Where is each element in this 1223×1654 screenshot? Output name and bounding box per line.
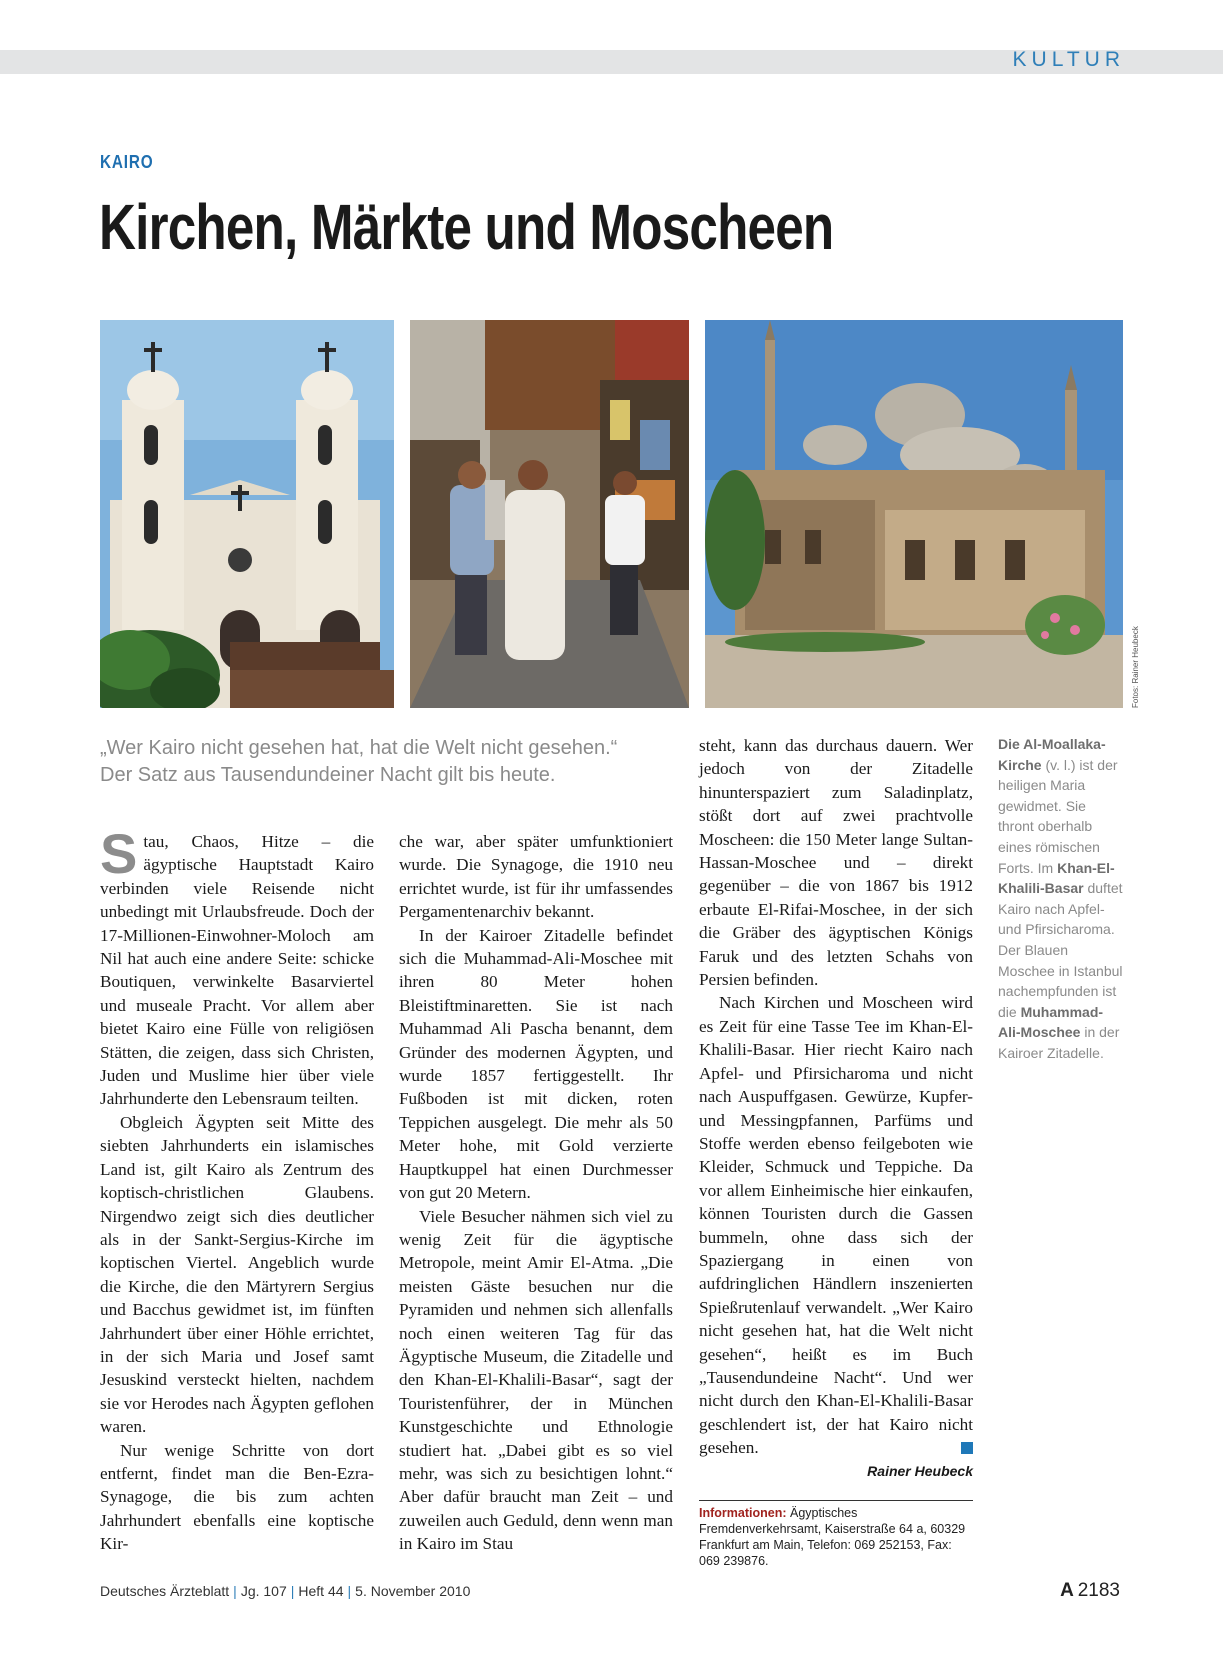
paragraph: che war, aber später umfunktioniert wurde. Die Synagoge, die 1910 neu errichtet wurde, ist für ihr umfassendes Pergamentenarchiv bekannt. — [399, 832, 673, 922]
caption-text: in der Kairoer Zitadelle. — [998, 1024, 1120, 1061]
end-mark-icon — [961, 1442, 973, 1454]
journal-name: Deutsches Ärzteblatt — [100, 1583, 230, 1599]
paragraph: tau, Chaos, Hitze – die ägyptische Hauptstadt Kairo verbinden viele Reisende nicht unbedingt mit Urlaubsfreude. Doch der 17-Millionen-Einwohner-Moloch am Nil hat auch eine andere Seite: schicke Boutiquen, verwinkelte Basarviertel und museale Pracht. Vor allem aber bietet Kairo eine Fülle von religiösen Stätten, die zeigen, dass sich Christen, Juden und Muslime hier über viele Jahrhunderte den Lebensraum teilten. — [100, 832, 374, 1109]
caption-text: (v. l.) ist der heiligen Maria gewidmet. Sie thront oberhalb eines römischen Forts. Im — [998, 756, 1118, 876]
page-number-value: 2183 — [1077, 1580, 1120, 1601]
church-photo — [100, 320, 394, 708]
issue: Heft 44 — [298, 1583, 344, 1599]
section-label: KULTUR — [1012, 48, 1125, 71]
info-text: Ägyptisches Fremdenverkehrsamt, Kaiserstraße 64 a, 60329 Frankfurt am Main, Telefon: 069 252153, Fax: 069 239876. — [699, 1506, 966, 1568]
mosque-photo — [705, 320, 1123, 708]
page-prefix: A — [1060, 1580, 1074, 1601]
intro-quote: „Wer Kairo nicht gesehen hat, hat die Welt nicht gesehen.“ — [100, 737, 618, 759]
caption-text: duftet Kairo nach Apfel- und Pfirsicharoma. Der Blauen Moschee in Istanbul nachempfunden ist die — [998, 880, 1123, 1020]
photo-caption — [998, 734, 1123, 1064]
caption-bold: Khan-El-Khalili-Basar — [998, 859, 1115, 897]
paragraph: Obgleich Ägypten seit Mitte des siebten Jahrhunderts ein islamisches Land ist, gilt Kairo als Zentrum des koptisch-christlichen Glaubens. Nirgendwo zeigt sich dies deutlicher als in der Sankt-Sergius-Kirche im koptischen Viertel. Angeblich wurde die Kirche, die den Märtyrern Sergius und Bacchus gewidmet ist, im fünften Jahrhundert über einer Höhle errichtet, in der sich Maria und Josef samt Jesuskind versteckt hielten, nachdem sie vor Herodes nach Ägypten geflohen waren. — [100, 1112, 374, 1437]
article-column-1 — [100, 822, 374, 1556]
volume: Jg. 107 — [240, 1583, 287, 1599]
article-column-3 — [699, 734, 973, 1483]
info-box — [699, 1500, 973, 1569]
intro-subline: Der Satz aus Tausendundeiner Nacht gilt bis heute. — [100, 764, 556, 786]
paragraph: steht, kann das durchaus dauern. Wer jedoch von der Zitadelle hinunterspaziert zum Saladinplatz, stößt dort auf zwei prachtvolle Moscheen: die 150 Meter lange Sultan-Hassan-Moschee und – direkt gegenüber – die von 1867 bis 1912 erbaute El-Rifai-Moschee, in der sich die Gräber des ägyptischen Königs Faruk und des letzten Schahs von Persien befinden. — [699, 736, 973, 990]
paragraph: In der Kairoer Zitadelle befindet sich die Muhammad-Ali-Moschee mit ihren 80 Meter hohen Bleistiftminaretten. Sie ist nach Muhammad Ali Pascha benannt, dem Gründer des modernen Ägypten, und wurde 1857 fertiggestellt. Ihr Fußboden ist mit dicken, roten Teppichen ausgelegt. Die mehr als 50 Meter hohe, mit Gold verzierte Hauptkuppel hat einen Durchmesser von gut 20 Metern. — [399, 925, 673, 1203]
article-column-2 — [399, 830, 673, 1556]
paragraph: Nur wenige Schritte von dort entfernt, findet man die Ben-Ezra-Synagoge, die bis zum achten Jahrhundert ebenfalls eine koptische Kir- — [100, 1440, 374, 1554]
article-intro — [100, 735, 700, 789]
info-label: Informationen: — [699, 1506, 787, 1520]
separator: | — [347, 1583, 352, 1599]
page-number — [1060, 1580, 1120, 1602]
photo-credit: Fotos: Rainer Heubeck — [1131, 626, 1140, 708]
issue-date: 5. November 2010 — [355, 1583, 471, 1599]
caption-bold: Muhammad-Ali-Moschee — [998, 1003, 1104, 1041]
page-footer — [100, 1583, 470, 1599]
market-photo — [410, 320, 689, 708]
article-kicker: KAIRO — [100, 152, 154, 172]
caption-bold: Die Al-Moallaka-Kirche — [998, 736, 1106, 773]
author-byline: Rainer Heubeck — [867, 1462, 973, 1479]
article-headline: Kirchen, Märkte und Moscheen — [99, 191, 834, 263]
separator: | — [290, 1583, 295, 1599]
paragraph: Viele Besucher nähmen sich viel zu wenig Zeit für die ägyptische Metropole, meint Amir El-Atma. „Die meisten Gäste besuchen nur die Pyramiden und nehmen sich allenfalls noch einen weiteren Tag für das Ägyptische Museum, die Zitadelle und den Khan-El-Khalili-Basar“, sagt der Touristenführer, der in München Kunstgeschichte und Ethnologie studiert hat. „Dabei gibt es so viel mehr, was sich zu besichtigen lohnt.“ Aber dafür braucht man Zeit – und zuweilen auch Geduld, denn wenn man in Kairo im Stau — [399, 1206, 673, 1554]
dropcap: S — [100, 822, 138, 885]
separator: | — [233, 1583, 237, 1599]
paragraph: Nach Kirchen und Moscheen wird es Zeit für eine Tasse Tee im Khan-El-Khalili-Basar. Hier riecht Kairo nach Apfel- und Pfirsicharoma und nicht nach Auspuffgasen. Gewürze, Kupfer- und Messingpfannen, Parfüms und Stoffe werden ebenso feilgeboten wie Kleider, Schmuck und Teppiche. Da vor allem Einheimische hier einkaufen, können Touristen durch die Gassen bummeln, ohne dass sich der Spaziergang in einen von aufdringlichen Händlern inszenierten Spießrutenlauf verwandelt. „Wer Kairo nicht gesehen hat, hat die Welt nicht gesehen“, heißt es im Buch „Tausendundeine Nacht“. Und wer nicht durch den Khan-El-Khalili-Basar geschlendert ist, der hat Kairo nicht gesehen. — [699, 993, 973, 1458]
